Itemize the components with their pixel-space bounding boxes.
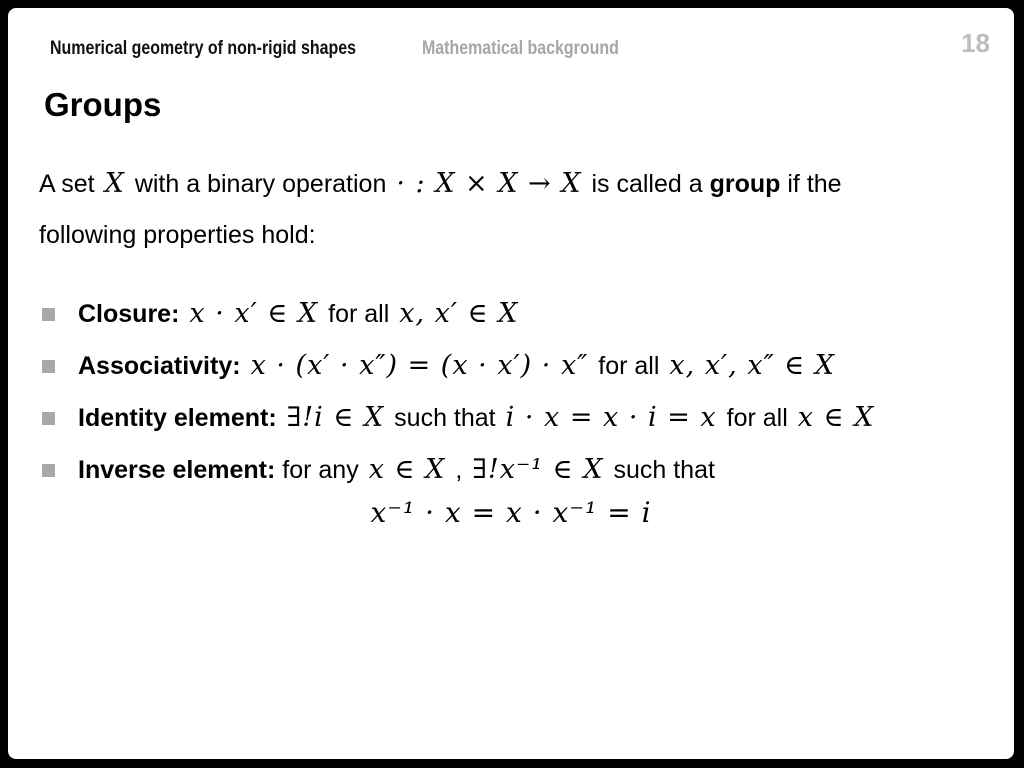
- property-formula: x · x′ ∈ X: [189, 298, 319, 329]
- slide-title: Groups: [44, 86, 162, 123]
- course-title: Numerical geometry of non-rigid shapes: [50, 38, 356, 59]
- set-symbol: X: [104, 168, 125, 199]
- property-pre-text: for any: [282, 456, 359, 484]
- list-item-closure: [39, 288, 999, 340]
- intro-text-if-the: if the: [787, 170, 842, 198]
- property-mid-text: such that: [394, 404, 496, 432]
- property-formula: x · (x′ · x″) = (x · x′) · x″: [250, 350, 589, 381]
- property-formula-2: ∃!x⁻¹ ∈ X: [472, 454, 604, 485]
- bullet-square-icon: [42, 412, 55, 425]
- property-label: Identity element:: [78, 404, 277, 432]
- operation-formula: · : X × X → X: [396, 168, 582, 199]
- property-formula: x ∈ X: [368, 454, 446, 485]
- list-item-identity: [39, 392, 999, 444]
- property-comma: ,: [455, 456, 463, 484]
- intro-text-with-op: with a binary operation: [134, 170, 387, 198]
- property-formula: ∃!i ∈ X: [286, 402, 385, 433]
- property-condition: x, x′ ∈ X: [399, 298, 519, 329]
- intro-text-a-set: A set: [39, 170, 95, 198]
- group-term: group: [709, 170, 781, 198]
- list-item-associativity: [39, 340, 999, 392]
- bullet-square-icon: [42, 464, 55, 477]
- property-condition: x ∈ X: [797, 402, 875, 433]
- properties-list: [39, 288, 999, 496]
- slide: [8, 8, 1014, 759]
- section-title: Mathematical background: [422, 38, 619, 59]
- slide-header: [50, 38, 619, 60]
- intro-paragraph: [39, 158, 989, 261]
- page-number: 18: [961, 28, 990, 58]
- property-label: Closure:: [78, 300, 180, 328]
- property-label: Associativity:: [78, 352, 241, 380]
- property-condition-text: such that: [613, 456, 715, 484]
- bullet-square-icon: [42, 308, 55, 321]
- inverse-equation: x⁻¹ · x = x · x⁻¹ = i: [370, 496, 652, 529]
- list-item-inverse: [39, 444, 999, 496]
- property-condition-text: for all: [598, 352, 660, 380]
- property-condition-text: for all: [726, 404, 788, 432]
- property-formula-2: i · x = x · i = x: [505, 402, 717, 433]
- property-condition-text: for all: [328, 300, 390, 328]
- bullet-square-icon: [42, 360, 55, 373]
- property-label: Inverse element:: [78, 456, 276, 484]
- intro-text-line2: following properties hold:: [39, 221, 316, 249]
- property-condition: x, x′, x″ ∈ X: [669, 350, 836, 381]
- intro-text-is-called: is called a: [591, 170, 703, 198]
